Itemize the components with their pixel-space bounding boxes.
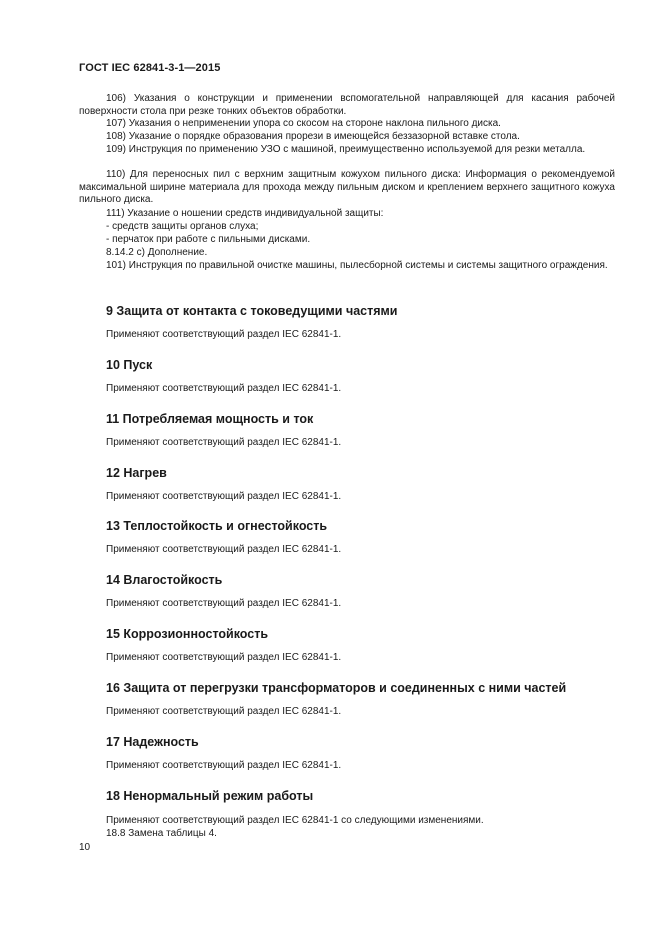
section-16-heading: 16 Защита от перегрузки трансформаторов и соединенных с ними частей [106, 681, 567, 695]
page-number: 10 [79, 842, 91, 853]
section-16-text: Применяют соответствующий раздел IEC 62841-1. [106, 706, 342, 717]
document-header: ГОСТ IEC 62841-3-1—2015 [79, 62, 221, 74]
instruction-108: 108) Указание о порядке образования прорези в имеющейся беззазорной вставке стола. [106, 131, 520, 142]
section-15-heading: 15 Коррозионностойкость [106, 627, 269, 641]
section-18-text: Применяют соответствующий раздел IEC 62841-1 со следующими изменениями. [106, 815, 484, 826]
section-14-text: Применяют соответствующий раздел IEC 62841-1. [106, 598, 342, 609]
section-11-text: Применяют соответствующий раздел IEC 62841-1. [106, 437, 342, 448]
section-18-heading: 18 Ненормальный режим работы [106, 789, 314, 803]
instruction-101: 101) Инструкция по правильной очистке машины, пылесборной системы и системы защитного ограждения. [106, 260, 608, 271]
instruction-111-item-1: - средств защиты органов слуха; [106, 221, 259, 232]
instruction-109: 109) Инструкция по применению УЗО с машиной, преимущественно используемой для резки металла. [106, 144, 586, 155]
instruction-110: 110) Для переносных пил с верхним защитным кожухом пильного диска: Информация о рекомендуемой максимальной ширине материала для прохода между пильным диском и креплением верхнего защитного кожуха пильного диска. [79, 169, 615, 205]
clause-18-8: 18.8 Замена таблицы 4. [106, 828, 217, 839]
instruction-106: 106) Указания о конструкции и применении вспомогательной направляющей для касания рабочей поверхности стола при резке тонких объектов обработки. [79, 93, 615, 117]
section-13-heading: 13 Теплостойкость и огнестойкость [106, 519, 328, 533]
section-12-text: Применяют соответствующий раздел IEC 62841-1. [106, 491, 342, 502]
section-11-heading: 11 Потребляемая мощность и ток [106, 412, 314, 426]
section-9-heading: 9 Защита от контакта с токоведущими частями [106, 304, 398, 318]
section-13-text: Применяют соответствующий раздел IEC 62841-1. [106, 544, 342, 555]
instruction-111-item-2: - перчаток при работе с пильными дисками. [106, 234, 311, 245]
section-17-text: Применяют соответствующий раздел IEC 62841-1. [106, 760, 342, 771]
section-10-text: Применяют соответствующий раздел IEC 62841-1. [106, 383, 342, 394]
section-15-text: Применяют соответствующий раздел IEC 62841-1. [106, 652, 342, 663]
section-12-heading: 12 Нагрев [106, 466, 167, 480]
section-9-text: Применяют соответствующий раздел IEC 62841-1. [106, 329, 342, 340]
section-14-heading: 14 Влагостойкость [106, 573, 223, 587]
section-10-heading: 10 Пуск [106, 358, 153, 372]
instruction-111: 111) Указание о ношении средств индивидуальной защиты: [106, 208, 384, 219]
instruction-107: 107) Указания о неприменении упора со скосом на стороне наклона пильного диска. [106, 118, 501, 129]
clause-8-14-2: 8.14.2 с) Дополнение. [106, 247, 208, 258]
section-17-heading: 17 Надежность [106, 735, 199, 749]
